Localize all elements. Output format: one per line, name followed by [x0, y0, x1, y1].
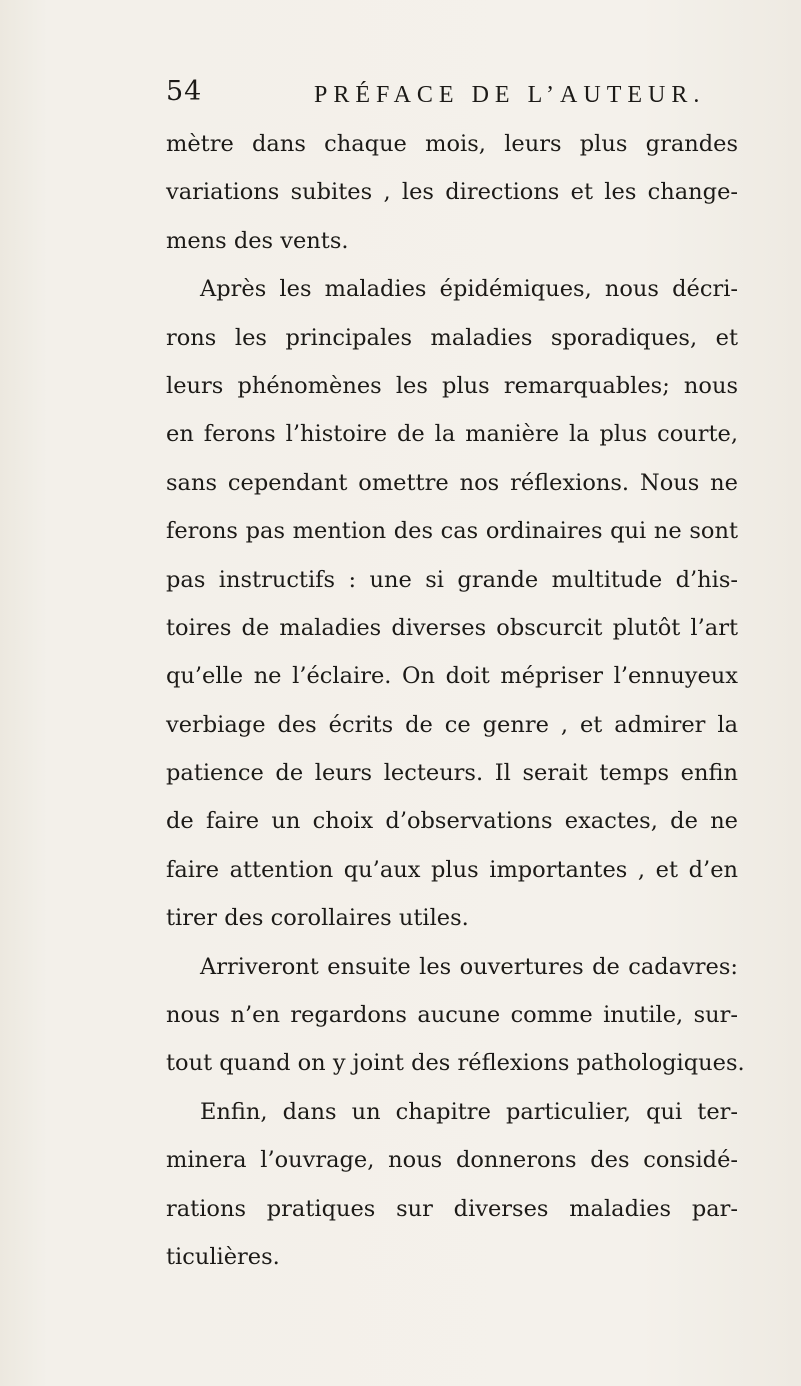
body-text: [166, 120, 745, 1281]
text-line: ferons pas mention des cas ordinaires qui ne sont: [166, 518, 738, 545]
text-line: faire attention qu’aux plus importantes , et d’en: [166, 856, 738, 883]
text-line: rations pratiques sur diverses maladies par-: [166, 1195, 738, 1222]
text-line: nous n’en regardons aucune comme inutile, sur-: [166, 1002, 738, 1029]
text-line: toires de maladies diverses obscurcit plutôt l’art: [166, 614, 738, 641]
text-line: pas instructifs : une si grande multitude d’his-: [166, 566, 738, 593]
text-line: tout quand on y joint des réflexions pathologiques.: [166, 1050, 745, 1077]
text-line: Arriveront ensuite les ouvertures de cadavres:: [200, 953, 738, 980]
text-line: Après les maladies épidémiques, nous décri-: [200, 276, 738, 303]
text-line: ticulières.: [166, 1243, 280, 1270]
text-line: tirer des corollaires utiles.: [166, 905, 469, 932]
text-line: en ferons l’histoire de la manière la plus courte,: [166, 421, 738, 448]
text-line: de faire un choix d’observations exactes, de ne: [166, 808, 738, 835]
text-line: minera l’ouvrage, nous donnerons des considé-: [166, 1147, 738, 1174]
text-line: sans cependant omettre nos réflexions. Nous ne: [166, 469, 738, 496]
text-line: leurs phénomènes les plus remarquables; nous: [166, 372, 738, 399]
page-number: 54: [166, 76, 203, 107]
text-line: qu’elle ne l’éclaire. On doit mépriser l’ennuyeux: [166, 663, 738, 690]
text-line: Enfin, dans un chapitre particulier, qui ter-: [200, 1098, 738, 1125]
text-line: mètre dans chaque mois, leurs plus grandes: [166, 131, 738, 157]
page-header: [166, 76, 726, 112]
text-line: patience de leurs lecteurs. Il serait temps enfin: [166, 760, 738, 787]
text-line: verbiage des écrits de ce genre , et admirer la: [166, 711, 738, 738]
text-line: mens des vents.: [166, 227, 349, 254]
text-line: variations subites , les directions et les change-: [166, 179, 738, 206]
running-head: PRÉFACE DE L’AUTEUR.: [314, 82, 706, 108]
text-line: rons les principales maladies sporadiques, et: [166, 324, 738, 351]
